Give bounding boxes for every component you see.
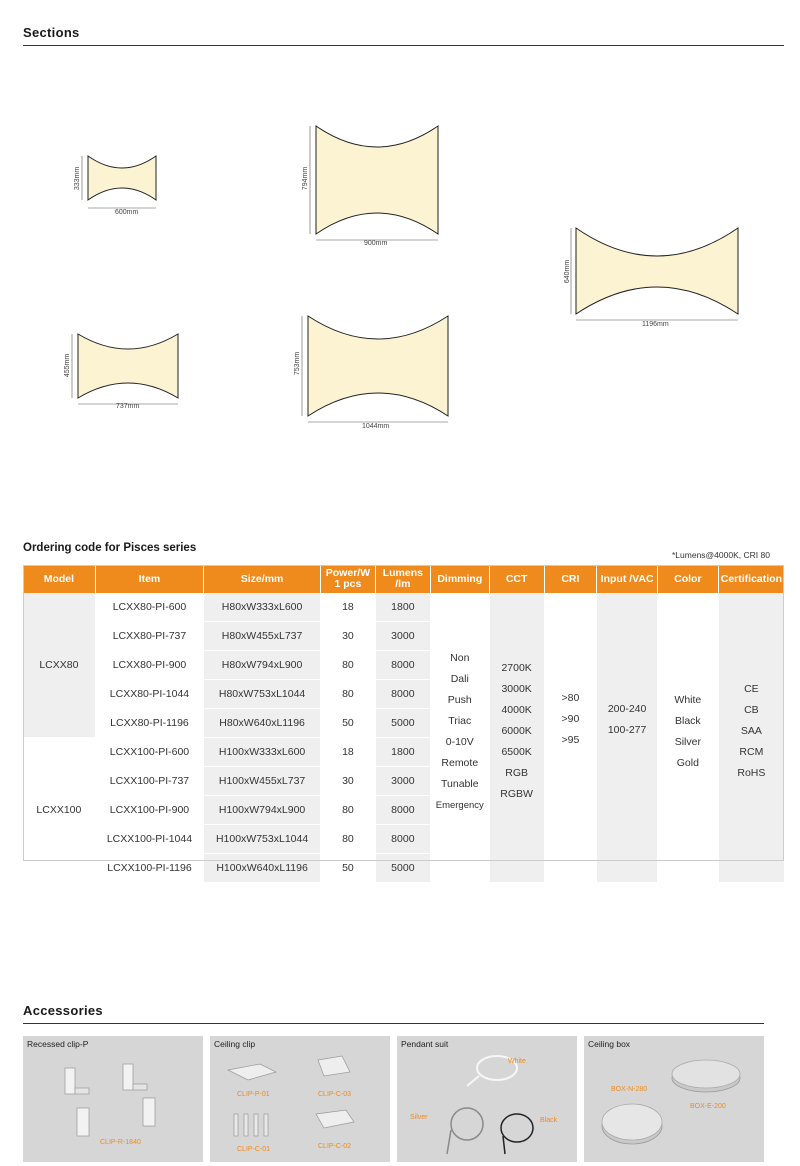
cct-value: 3000K	[501, 683, 532, 695]
lumens-note: *Lumens@4000K, CRI 80	[672, 550, 770, 560]
accessory-label: CLIP-R-1840	[100, 1139, 141, 1146]
power-cell: 50	[320, 709, 375, 738]
col-dimming: Dimming	[430, 565, 489, 593]
cert-value: SAA	[740, 725, 762, 737]
color-cell	[657, 593, 718, 883]
power-cell: 18	[320, 738, 375, 767]
cct-value: 2700K	[501, 662, 532, 674]
item-cell: LCXX80-PI-737	[95, 622, 203, 651]
item-cell: LCXX100-PI-1196	[95, 854, 203, 883]
ceiling-box-image	[594, 1050, 754, 1160]
lumens-cell: 8000	[375, 680, 430, 709]
power-cell: 80	[320, 651, 375, 680]
dimming-value: 0-10V	[445, 735, 474, 748]
cct-value: RGB	[505, 767, 529, 779]
input-cell	[597, 593, 658, 883]
height-label-455: 455mm	[64, 353, 72, 378]
accessory-label: CLIP-P-01	[237, 1091, 270, 1098]
table-header-row	[23, 565, 784, 593]
col-input: Input /VAC	[597, 565, 658, 593]
lumens-cell: 8000	[375, 651, 430, 680]
lumens-cell: 8000	[375, 825, 430, 854]
dimming-value: Triac	[448, 714, 472, 727]
accessories-title: Accessories	[23, 1003, 103, 1018]
pendant-suit-image	[407, 1046, 567, 1162]
cert-value: RCM	[739, 746, 764, 758]
dimming-value: Tunable	[440, 777, 479, 790]
lumens-cell: 1800	[375, 738, 430, 767]
power-cell: 50	[320, 854, 375, 883]
color-value: Gold	[676, 756, 699, 769]
col-color: Color	[657, 565, 718, 593]
item-cell: LCXX100-PI-1044	[95, 825, 203, 854]
accessory-panel-ceiling-clip	[210, 1036, 390, 1162]
size-cell: H100xW640xL1196	[204, 854, 321, 883]
accessory-label: BOX-E-200	[690, 1103, 726, 1110]
power-cell: 18	[320, 593, 375, 622]
size-cell: H80xW753xL1044	[204, 680, 321, 709]
cert-value: CB	[744, 704, 759, 716]
dimming-value: Push	[447, 693, 472, 706]
col-power: Power/W 1 pcs	[320, 565, 375, 593]
size-cell: H100xW794xL900	[204, 796, 321, 825]
width-label-1044: 1044mm	[362, 423, 390, 430]
dimming-value: Emergency	[435, 799, 484, 811]
accessory-label: CLIP-C-01	[237, 1146, 271, 1153]
dimming-value: Dali	[450, 672, 469, 685]
col-certification: Certification	[718, 565, 784, 593]
sections-title: Sections	[23, 25, 80, 40]
color-value: Black	[675, 714, 701, 727]
cri-value: >90	[561, 713, 580, 725]
cct-value: 6500K	[501, 746, 532, 758]
accessory-label: CLIP-C-03	[318, 1091, 352, 1098]
item-cell: LCXX80-PI-900	[95, 651, 203, 680]
accessory-label: Silver	[410, 1114, 428, 1121]
power-cell: 80	[320, 796, 375, 825]
size-cell: H80xW794xL900	[204, 651, 321, 680]
width-label-1196: 1196mm	[642, 321, 669, 328]
cct-cell	[489, 593, 544, 883]
cert-value: CE	[744, 683, 759, 695]
size-cell: H100xW753xL1044	[204, 825, 321, 854]
item-cell: LCXX100-PI-600	[95, 738, 203, 767]
section-shape-900	[300, 120, 450, 250]
accessory-label: Black	[540, 1117, 558, 1124]
cert-value: RoHS	[737, 767, 766, 779]
dimming-value: Non	[450, 651, 470, 664]
size-cell: H100xW455xL737	[204, 767, 321, 796]
power-cell: 80	[320, 680, 375, 709]
input-value: 100-277	[607, 723, 647, 736]
col-model: Model	[23, 565, 95, 593]
power-cell: 80	[320, 825, 375, 854]
lumens-cell: 8000	[375, 796, 430, 825]
size-cell: H80xW333xL600	[204, 593, 321, 622]
cri-value: >80	[561, 692, 580, 704]
col-cri: CRI	[544, 565, 597, 593]
col-size: Size/mm	[204, 565, 321, 593]
dimming-value: Remote	[441, 756, 479, 769]
cct-value: 4000K	[501, 704, 532, 716]
lumens-cell: 3000	[375, 767, 430, 796]
size-cell: H80xW455xL737	[204, 622, 321, 651]
height-label-333: 333mm	[74, 166, 82, 191]
accessory-title: Pendant suit	[401, 1039, 449, 1049]
table-row	[23, 593, 784, 622]
item-cell: LCXX100-PI-900	[95, 796, 203, 825]
accessory-panel-recessed-clip	[23, 1036, 203, 1162]
section-shape-737	[66, 328, 186, 408]
power-cell: 30	[320, 622, 375, 651]
accessories-divider	[23, 1023, 764, 1024]
height-label-640: 640mm	[564, 259, 572, 284]
accessory-title: Ceiling clip	[214, 1039, 256, 1049]
recessed-clip-image	[53, 1058, 183, 1148]
accessory-title: Ceiling box	[588, 1039, 631, 1049]
width-label-900: 900mm	[364, 240, 388, 247]
ordering-title: Ordering code for Pisces series	[23, 542, 197, 554]
accessory-label: BOX-N-280	[611, 1086, 648, 1093]
width-label-737: 737mm	[116, 403, 140, 410]
lumens-cell: 3000	[375, 622, 430, 651]
accessory-label: White	[508, 1058, 526, 1065]
model-cell: LCXX80	[23, 593, 95, 738]
ordering-table	[23, 565, 784, 883]
lumens-cell: 5000	[375, 709, 430, 738]
item-cell: LCXX100-PI-737	[95, 767, 203, 796]
lumens-cell: 1800	[375, 593, 430, 622]
cri-value: >95	[561, 734, 580, 746]
accessory-label: CLIP-C-02	[318, 1143, 352, 1150]
size-cell: H100xW333xL600	[204, 738, 321, 767]
size-cell: H80xW640xL1196	[204, 709, 321, 738]
power-cell: 30	[320, 767, 375, 796]
col-cct: CCT	[489, 565, 544, 593]
item-cell: LCXX80-PI-1044	[95, 680, 203, 709]
sections-divider	[23, 45, 784, 46]
cri-cell	[544, 593, 597, 883]
cert-cell	[718, 593, 784, 883]
cct-value: RGBW	[500, 788, 533, 800]
item-cell: LCXX80-PI-1196	[95, 709, 203, 738]
accessory-panel-pendant-suit	[397, 1036, 577, 1162]
cct-value: 6000K	[501, 725, 532, 737]
col-lumens: Lumens /lm	[375, 565, 430, 593]
color-value: White	[674, 693, 702, 706]
accessory-title: Recessed clip-P	[27, 1039, 89, 1049]
section-shape-1044	[298, 310, 458, 426]
dimming-cell	[430, 593, 489, 883]
accessory-panel-ceiling-box	[584, 1036, 764, 1162]
color-value: Silver	[674, 735, 701, 748]
model-cell: LCXX100	[23, 738, 95, 883]
input-value: 200-240	[607, 702, 647, 715]
lumens-cell: 5000	[375, 854, 430, 883]
col-item: Item	[95, 565, 203, 593]
item-cell: LCXX80-PI-600	[95, 593, 203, 622]
height-label-794: 794mm	[302, 166, 310, 191]
section-shape-1196	[568, 222, 748, 324]
width-label-600: 600mm	[115, 209, 139, 216]
height-label-753: 753mm	[294, 351, 302, 376]
